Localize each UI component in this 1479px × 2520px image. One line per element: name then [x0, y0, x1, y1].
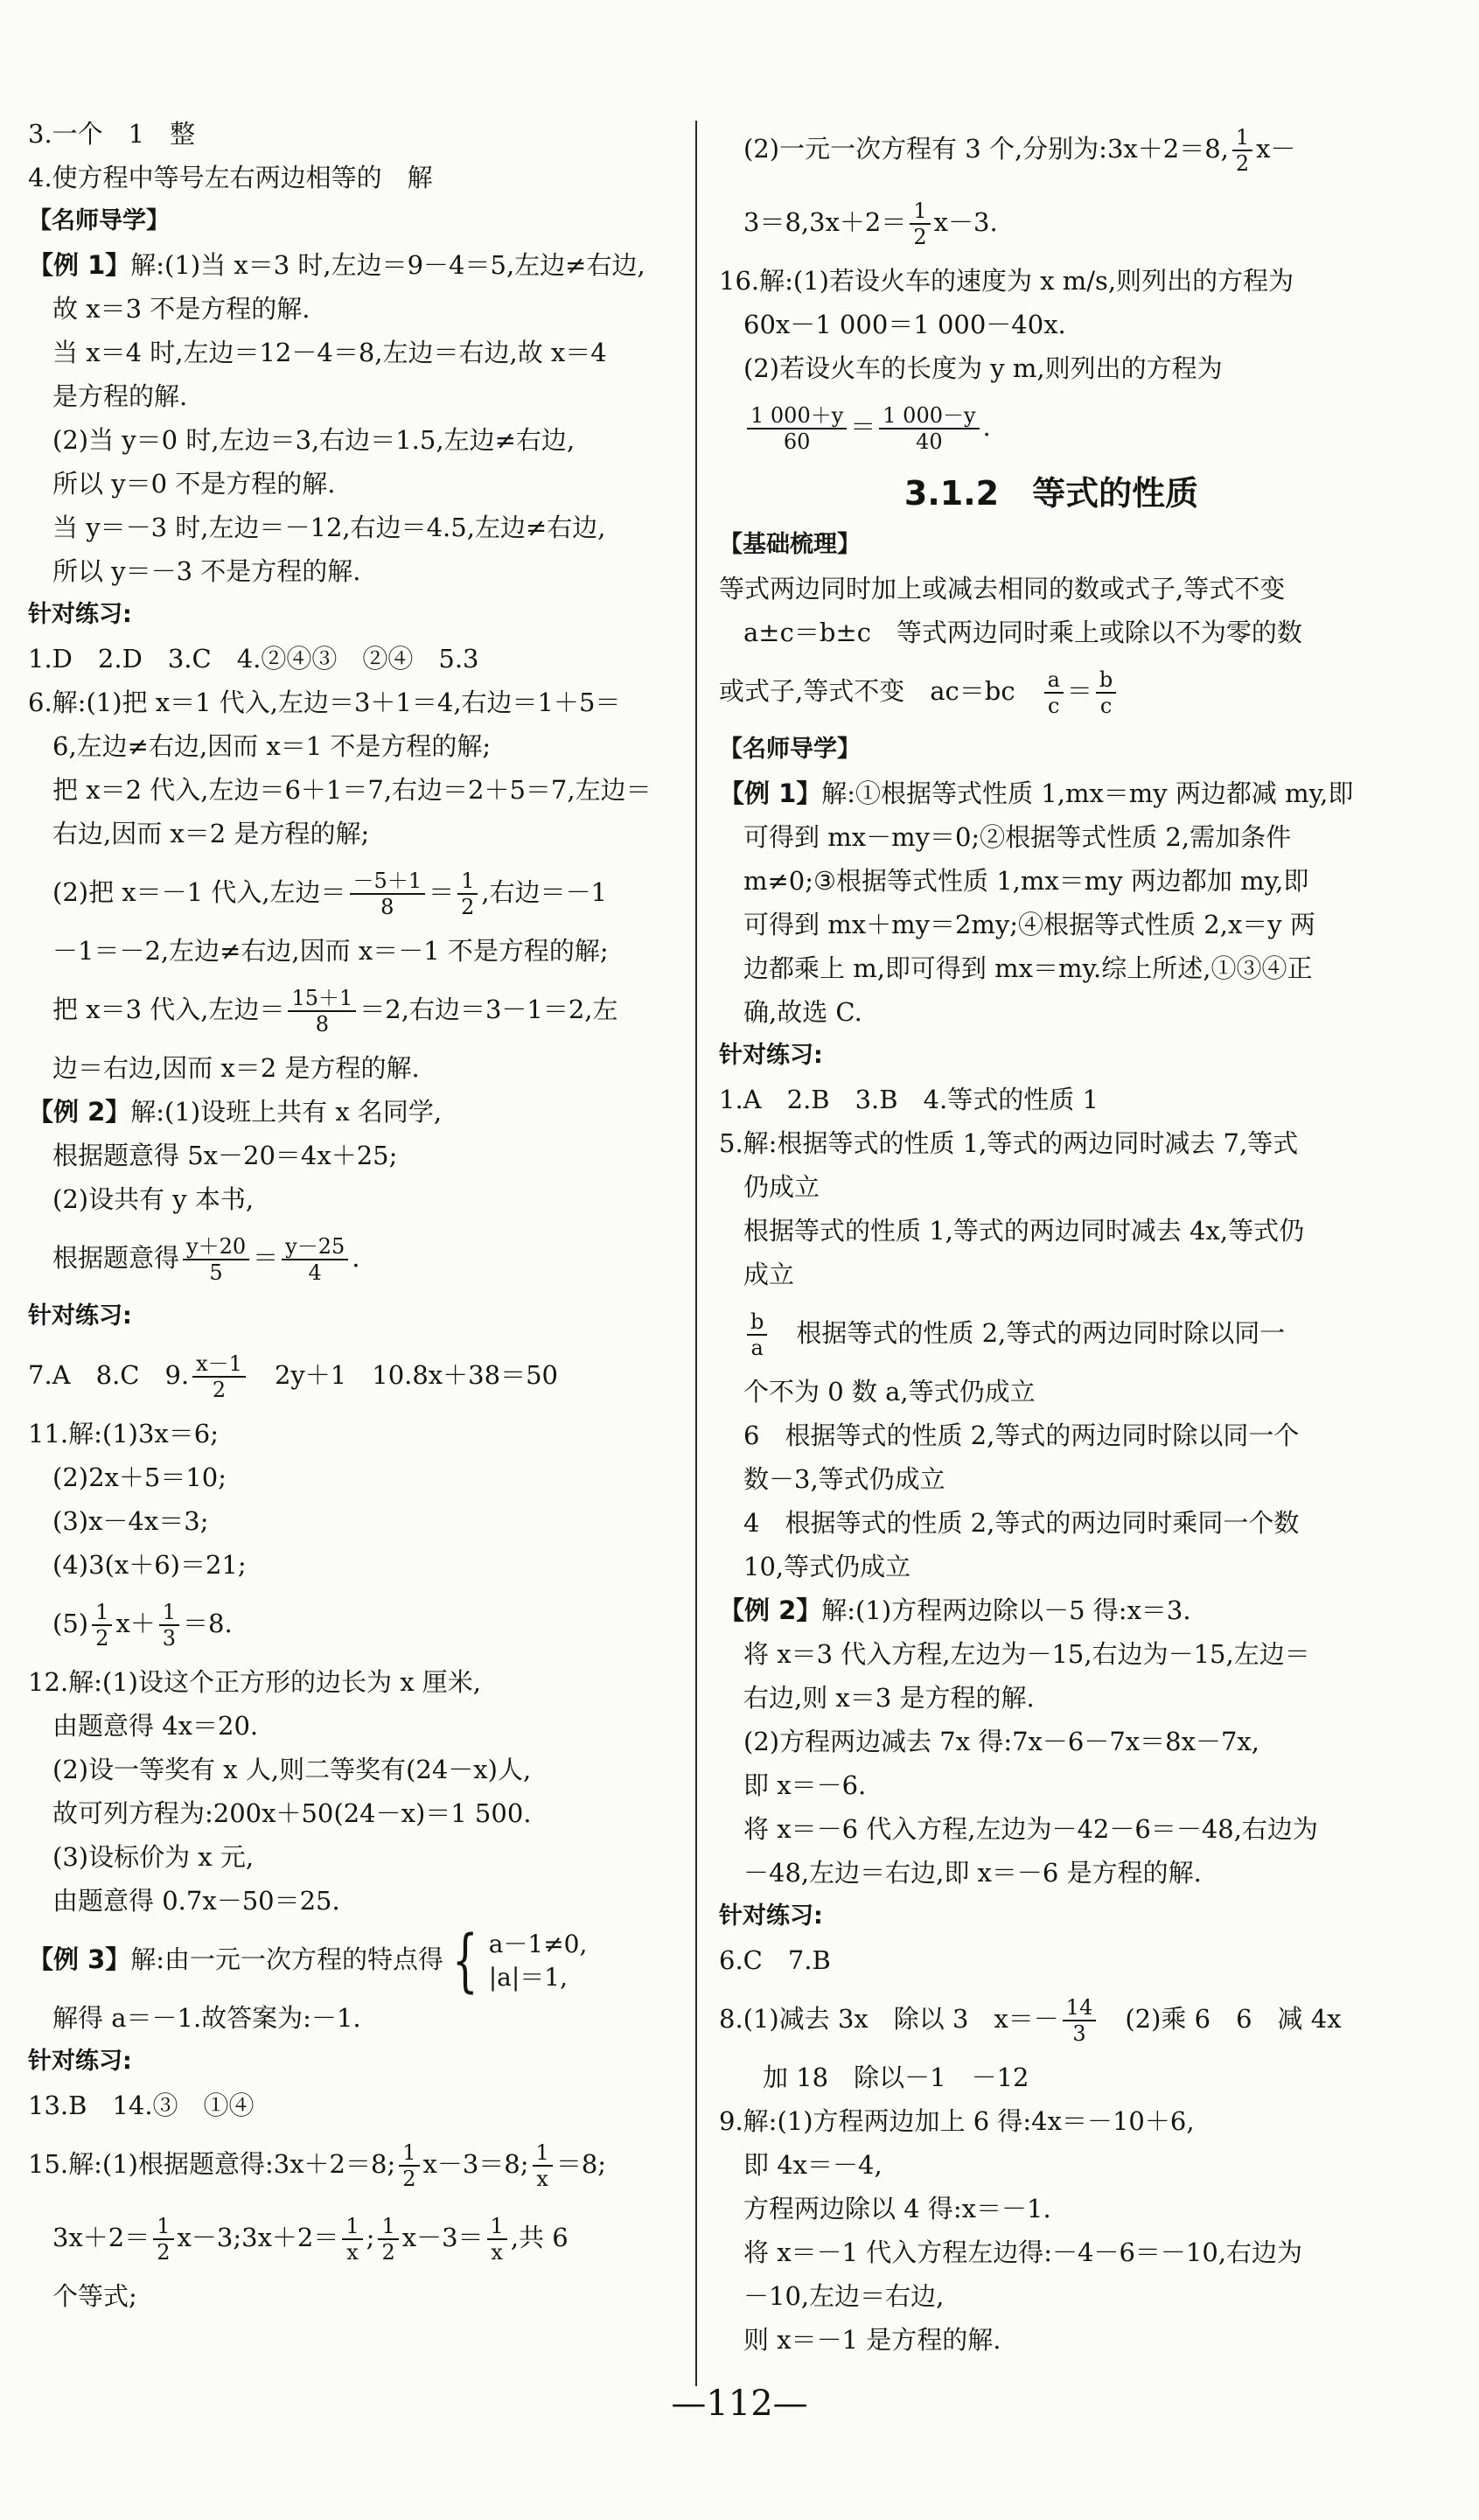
solution-text: 所以 y＝－3 不是方程的解. — [52, 556, 361, 586]
solution-text: (3)设标价为 x 元, — [52, 1842, 255, 1872]
answer-line-fraction — [28, 1338, 682, 1412]
solution-text: 故可列方程为:200x＋50(24－x)＝1 500. — [52, 1798, 532, 1828]
solution-text: 当 x＝4 时,左边＝12－4＝8,左边＝右边,故 x＝4 — [52, 338, 607, 367]
column-divider — [695, 121, 697, 2386]
text: (2)把 x＝－1 代入,左边＝ — [52, 877, 346, 907]
answer-line: 13.B 14.③ ①④ — [28, 2091, 255, 2120]
numerator: 1 — [92, 1600, 112, 1626]
solution-text: 4 根据等式的性质 2,等式的两边同时乘同一个数 — [743, 1508, 1300, 1538]
denominator: a — [750, 1336, 764, 1360]
solution-text: 根据等式的性质 1,等式的两边同时减去 4x,等式仍 — [743, 1216, 1305, 1246]
section-heading: 【名师导学】 — [28, 207, 170, 234]
text: . — [982, 412, 991, 442]
text: x－3;3x＋2＝ — [177, 2223, 339, 2252]
denominator: 2 — [1235, 151, 1250, 176]
solution-text: 方程两边除以 4 得:x＝－1. — [743, 2194, 1051, 2223]
fraction — [747, 1309, 767, 1360]
denominator: 2 — [95, 1626, 109, 1651]
answer-line: 1.A 2.B 3.B 4.等式的性质 1 — [719, 1085, 1099, 1114]
answer-line: 3.一个 1 整 — [28, 119, 196, 149]
fraction — [92, 1600, 112, 1651]
solution-text: 即 x＝－6. — [743, 1770, 867, 1800]
fraction — [533, 2140, 553, 2191]
solution-line-fraction — [719, 112, 1384, 185]
text: ＝ — [429, 877, 455, 907]
solution-line-fraction — [28, 1587, 682, 1660]
solution-text: (4)3(x＋6)＝21; — [52, 1550, 247, 1580]
numerator: －5＋1 — [350, 869, 426, 895]
practice-heading: 针对练习: — [28, 1302, 132, 1330]
answer-line-fraction — [719, 1982, 1384, 2056]
text: 或式子,等式不变 ac＝bc — [719, 676, 1041, 706]
text: x－3. — [933, 207, 998, 237]
example-label: 【例 3】 — [28, 1944, 131, 1974]
solution-text: 由题意得 0.7x－50＝25. — [52, 1886, 340, 1916]
summary-line-fraction — [719, 654, 1384, 728]
text: ; — [366, 2223, 375, 2252]
example-label: 【例 1】 — [719, 778, 822, 808]
denominator: 40 — [916, 429, 943, 454]
solution-text: 将 x＝－1 代入方程左边得:－4－6＝－10,右边为 — [743, 2237, 1303, 2267]
solution-text: －48,左边＝右边,即 x＝－6 是方程的解. — [743, 1858, 1202, 1888]
fraction — [1096, 667, 1116, 718]
fraction — [487, 2214, 507, 2265]
solution-text: 6,左边≠右边,因而 x＝1 不是方程的解; — [52, 731, 492, 761]
fraction — [457, 869, 478, 919]
denominator: 2 — [157, 2240, 171, 2265]
section-title: 3.1.2 等式的性质 — [903, 474, 1199, 513]
solution-line-fraction — [28, 855, 682, 929]
practice-heading: 针对练习: — [719, 1042, 823, 1069]
solution-text: 解:(1)当 x＝3 时,左边＝9－4＝5,左边≠右边, — [130, 250, 645, 280]
solution-line-fraction — [719, 185, 1384, 259]
numerator: 1 — [533, 2140, 553, 2167]
text: 根据等式的性质 2,等式的两边同时除以同一 — [771, 1318, 1286, 1348]
summary-text: a±c＝b±c 等式两边同时乘上或除以不为零的数 — [743, 618, 1302, 647]
solution-text: m≠0;③根据等式性质 1,mx＝my 两边都加 my,即 — [743, 866, 1309, 896]
solution-line-system — [28, 1922, 682, 2000]
page-number: —112— — [671, 2384, 808, 2424]
numerator: 15＋1 — [288, 986, 356, 1012]
solution-text: 则 x＝－1 是方程的解. — [743, 2325, 1001, 2355]
fraction — [1044, 667, 1064, 718]
solution-text: 11.解:(1)3x＝6; — [28, 1419, 219, 1448]
solution-text: 将 x＝3 代入方程,左边为－15,右边为－15,左边＝ — [743, 1639, 1310, 1669]
denominator: 60 — [783, 429, 811, 454]
solution-text: 可得到 mx＋my＝2my;④根据等式性质 2,x＝y 两 — [743, 910, 1315, 939]
solution-text: 边都乘上 m,即可得到 mx＝my.综上所述,①③④正 — [743, 953, 1313, 983]
denominator: 5 — [209, 1260, 223, 1285]
solution-line-fraction — [28, 973, 682, 1046]
denominator: 2 — [461, 895, 475, 919]
denominator: 8 — [315, 1012, 330, 1037]
text: (2)一元一次方程有 3 个,分别为:3x＋2＝8, — [743, 134, 1229, 164]
numerator: 1 — [159, 1600, 179, 1626]
solution-text: －10,左边＝右边, — [743, 2281, 945, 2311]
text: (2)乘 6 6 减 4x — [1099, 2004, 1342, 2034]
fraction — [1063, 1995, 1097, 2046]
solution-text: 10,等式仍成立 — [743, 1552, 911, 1581]
solution-text: 可得到 mx－my＝0;②根据等式性质 2,需加条件 — [743, 822, 1292, 852]
text: 3x＋2＝ — [52, 2223, 150, 2252]
right-column — [719, 112, 1384, 2362]
fraction — [1232, 125, 1252, 176]
text: ＝8. — [183, 1609, 233, 1638]
fraction — [399, 2140, 419, 2191]
numerator: 1 — [399, 2140, 419, 2167]
fraction — [192, 1351, 246, 1402]
fraction — [153, 2214, 173, 2265]
denominator: c — [1099, 694, 1113, 718]
text: 2y＋1 10.8x＋38＝50 — [248, 1360, 558, 1390]
solution-line-fraction — [28, 2127, 682, 2201]
summary-text: 等式两边同时加上或减去相同的数或式子,等式不变 — [719, 574, 1286, 604]
text: (5) — [52, 1609, 89, 1638]
denominator: 2 — [402, 2167, 416, 2191]
solution-text: 16.解:(1)若设火车的速度为 x m/s,则列出的方程为 — [719, 266, 1294, 296]
denominator: 8 — [380, 895, 394, 919]
denominator: 4 — [308, 1260, 322, 1285]
text: 把 x＝3 代入,左边＝ — [52, 995, 285, 1024]
solution-text: 个不为 0 数 a,等式仍成立 — [743, 1377, 1036, 1407]
solution-text: 确,故选 C. — [743, 997, 862, 1027]
left-column — [28, 112, 682, 2318]
denominator: c — [1047, 694, 1060, 718]
solution-text: (2)若设火车的长度为 y m,则列出的方程为 — [743, 353, 1223, 383]
solution-line-fraction — [28, 2201, 682, 2274]
solution-text: 故 x＝3 不是方程的解. — [52, 294, 310, 324]
solution-text: 6.解:(1)把 x＝1 代入,左边＝3＋1＝4,右边＝1＋5＝ — [28, 688, 621, 717]
denominator: 2 — [381, 2240, 395, 2265]
text: x＋ — [115, 1609, 156, 1638]
practice-heading: 针对练习: — [28, 2048, 132, 2075]
text: ＝2,右边＝3－1＝2,左 — [359, 995, 618, 1024]
denominator: 3 — [162, 1626, 177, 1651]
text: ,共 6 — [510, 2223, 569, 2252]
section-heading: 【基础梳理】 — [719, 531, 861, 558]
solution-text: 5.解:根据等式的性质 1,等式的两边同时减去 7,等式 — [719, 1128, 1299, 1158]
solution-text: 解:(1)设班上共有 x 名同学, — [130, 1097, 443, 1127]
fraction — [342, 2214, 362, 2265]
denominator: 2 — [913, 225, 927, 249]
solution-text: (3)x－4x＝3; — [52, 1506, 209, 1536]
numerator: 1 — [457, 869, 478, 895]
system-row: |a|＝1, — [488, 1963, 568, 1992]
text: 根据题意得 — [52, 1243, 180, 1273]
numerator: 1 — [910, 199, 930, 225]
fraction — [288, 986, 356, 1037]
solution-text: 当 y＝－3 时,左边＝－12,右边＝4.5,左边≠右边, — [52, 513, 606, 542]
denominator: x — [491, 2240, 503, 2265]
text: 8.(1)减去 3x 除以 3 x＝－ — [719, 2004, 1059, 2034]
solution-text: 个等式; — [52, 2281, 137, 2311]
solution-text: 解得 a＝－1.故答案为:－1. — [52, 2003, 361, 2033]
solution-text: 右边,则 x＝3 是方程的解. — [743, 1683, 1035, 1713]
section-heading: 【名师导学】 — [719, 736, 861, 763]
solution-text: 所以 y＝0 不是方程的解. — [52, 469, 336, 499]
numerator: x－1 — [192, 1351, 246, 1378]
text: ,右边＝－1 — [481, 877, 608, 907]
solution-text: 60x－1 000＝1 000－40x. — [743, 310, 1066, 339]
text: 15.解:(1)根据题意得:3x＋2＝8; — [28, 2149, 396, 2179]
solution-text: 由题意得 4x＝20. — [52, 1711, 259, 1741]
solution-line-fraction — [28, 1221, 682, 1295]
example-label: 【例 2】 — [719, 1595, 822, 1625]
numerator: 1 — [487, 2214, 507, 2240]
fraction — [159, 1600, 179, 1651]
answer-line: 1.D 2.D 3.C 4.②④③ ②④ 5.3 — [28, 644, 479, 674]
text: ＝ — [850, 412, 876, 442]
solution-text: 6 根据等式的性质 2,等式的两边同时除以同一个 — [743, 1421, 1300, 1450]
solution-text: 解:(1)方程两边除以－5 得:x＝3. — [821, 1595, 1191, 1625]
fraction — [879, 403, 979, 454]
solution-text: (2)当 y＝0 时,左边＝3,右边＝1.5,左边≠右边, — [52, 425, 576, 455]
fraction — [747, 403, 847, 454]
numerator: b — [1096, 667, 1116, 694]
numerator: b — [747, 1309, 767, 1336]
solution-text: (2)方程两边减去 7x 得:7x－6－7x＝8x－7x, — [743, 1727, 1259, 1756]
denominator: 3 — [1072, 2021, 1086, 2046]
numerator: y－25 — [282, 1234, 348, 1260]
answer-line: 加 18 除以－1 －12 — [763, 2063, 1029, 2092]
solution-text: 数－3,等式仍成立 — [743, 1464, 945, 1494]
fraction — [282, 1234, 348, 1285]
solution-text: 根据题意得 5x－20＝4x＋25; — [52, 1141, 398, 1170]
solution-text: 是方程的解. — [52, 381, 188, 411]
text: 解:由一元一次方程的特点得 — [130, 1944, 444, 1974]
text: ＝8; — [555, 2149, 607, 2179]
text: ＝ — [253, 1243, 279, 1273]
denominator: 2 — [212, 1378, 227, 1402]
system-row: a－1≠0, — [488, 1930, 588, 1958]
practice-heading: 针对练习: — [719, 1902, 823, 1930]
solution-text: (2)设一等奖有 x 人,则二等奖有(24－x)人, — [52, 1755, 532, 1784]
text: ＝ — [1066, 676, 1092, 706]
solution-text: (2)设共有 y 本书, — [52, 1184, 255, 1214]
text: x－3＝8; — [422, 2149, 529, 2179]
solution-text: (2)2x＋5＝10; — [52, 1462, 227, 1492]
solution-line-fraction — [719, 390, 1384, 464]
solution-text: 成立 — [743, 1260, 795, 1289]
fraction — [378, 2214, 398, 2265]
fraction — [183, 1234, 249, 1285]
numerator: y＋20 — [183, 1234, 249, 1260]
solution-text: 解:①根据等式性质 1,mx＝my 两边都减 my,即 — [821, 778, 1354, 808]
text: x－3＝ — [401, 2223, 484, 2252]
solution-text: 9.解:(1)方程两边加上 6 得:4x＝－10＋6, — [719, 2106, 1195, 2136]
solution-text: 右边,因而 x＝2 是方程的解; — [52, 819, 370, 848]
solution-text: 边＝右边,因而 x＝2 是方程的解. — [52, 1053, 420, 1083]
numerator: 1 — [378, 2214, 398, 2240]
answer-line: 6.C 7.B — [719, 1945, 831, 1975]
fraction — [910, 199, 930, 249]
numerator: 1 — [342, 2214, 362, 2240]
numerator: 14 — [1063, 1995, 1097, 2021]
solution-text: 仍成立 — [743, 1172, 820, 1202]
solution-text: 把 x＝2 代入,左边＝6＋1＝7,右边＝2＋5＝7,左边＝ — [52, 775, 652, 805]
numerator: 1 — [153, 2214, 173, 2240]
equation-system: { a－1≠0, |a|＝1, — [451, 1922, 588, 2000]
numerator: 1 000－y — [879, 403, 979, 429]
solution-line-fraction — [719, 1296, 1384, 1370]
text: 7.A 8.C 9. — [28, 1360, 190, 1390]
denominator: x — [536, 2167, 548, 2191]
example-label: 【例 1】 — [28, 250, 131, 280]
text: . — [352, 1243, 360, 1273]
text: 3＝8,3x＋2＝ — [743, 207, 907, 237]
answer-line: 4.使方程中等号左右两边相等的 解 — [28, 163, 433, 192]
example-label: 【例 2】 — [28, 1097, 131, 1127]
numerator: 1 000＋y — [747, 403, 847, 429]
solution-text: 12.解:(1)设这个正方形的边长为 x 厘米, — [28, 1667, 481, 1697]
text: x－ — [1256, 134, 1296, 164]
denominator: x — [346, 2240, 359, 2265]
solution-text: －1＝－2,左边≠右边,因而 x＝－1 不是方程的解; — [52, 936, 609, 966]
numerator: 1 — [1232, 125, 1252, 151]
solution-text: 即 4x＝－4, — [743, 2150, 883, 2180]
fraction — [350, 869, 426, 919]
practice-heading: 针对练习: — [28, 601, 132, 628]
solution-text: 将 x＝－6 代入方程,左边为－42－6＝－48,右边为 — [743, 1814, 1318, 1844]
numerator: a — [1044, 667, 1064, 694]
